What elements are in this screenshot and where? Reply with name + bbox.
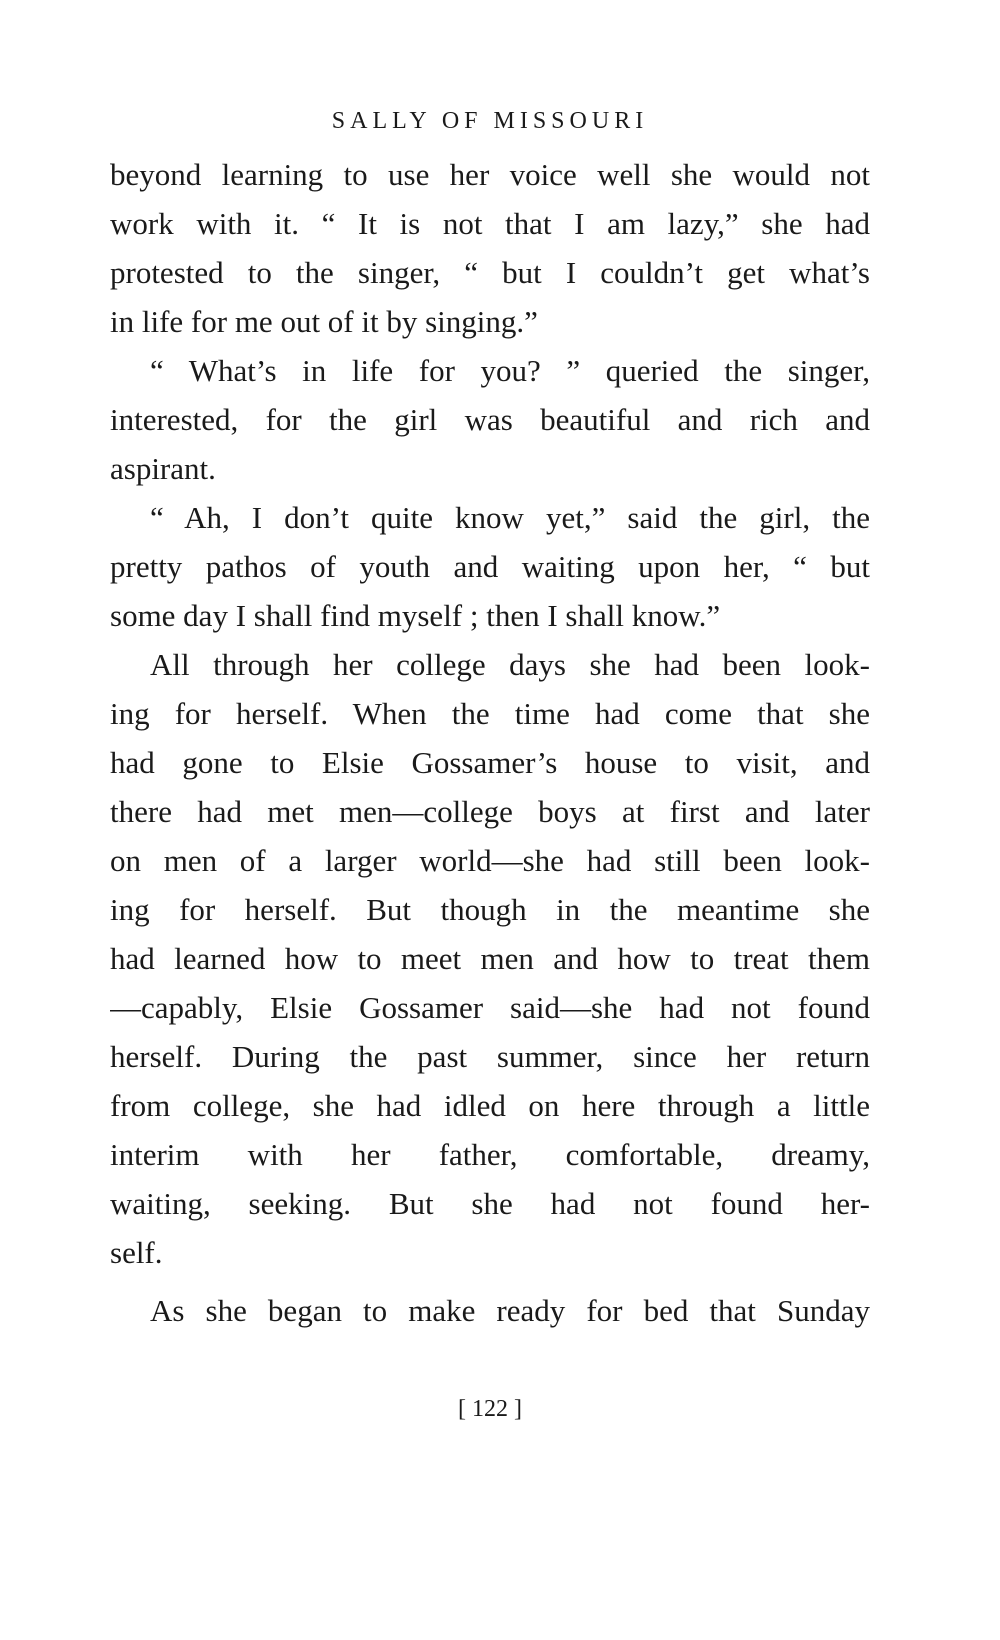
running-head: SALLY OF MISSOURI [331,108,649,134]
text-line: in life for me out of it by singing.” [110,304,538,339]
text-line: had learned how to meet men and how to treat them [110,941,870,976]
text-line: from college, she had idled on here through a little [110,1088,870,1123]
text-line: As she began to make ready for bed that Sunday [150,1293,870,1328]
text-line: self. [110,1235,163,1270]
text-line: work with it. “ It is not that I am lazy,” she had [110,206,870,241]
text-line: ing for herself. But though in the meantime she [110,892,870,927]
page-number: [ 122 ] [458,1396,522,1422]
text-line: interested, for the girl was beautiful and rich and [110,402,870,437]
text-line: —capably, Elsie Gossamer said—she had not found [110,990,870,1025]
text-line: pretty pathos of youth and waiting upon her, “ but [110,549,870,584]
text-line: All through her college days she had been look- [150,647,870,682]
text-line: protested to the singer, “ but I couldn’t get what’s [110,255,870,290]
text-line: aspirant. [110,451,216,486]
text-line: interim with her father, comfortable, dreamy, [110,1137,870,1172]
text-line: “ Ah, I don’t quite know yet,” said the girl, the [150,500,870,535]
text-line: herself. During the past summer, since her return [110,1039,870,1074]
text-line: some day I shall find myself ; then I shall know.” [110,598,721,633]
text-line: ing for herself. When the time had come that she [110,696,870,731]
text-line: had gone to Elsie Gossamer’s house to visit, and [110,745,870,780]
text-line: on men of a larger world—she had still been look- [110,843,870,878]
text-line: waiting, seeking. But she had not found her- [110,1186,870,1221]
text-line: there had met men—college boys at first and later [110,794,870,829]
text-line: “ What’s in life for you? ” queried the singer, [150,353,870,388]
text-line: beyond learning to use her voice well she would not [110,157,870,192]
